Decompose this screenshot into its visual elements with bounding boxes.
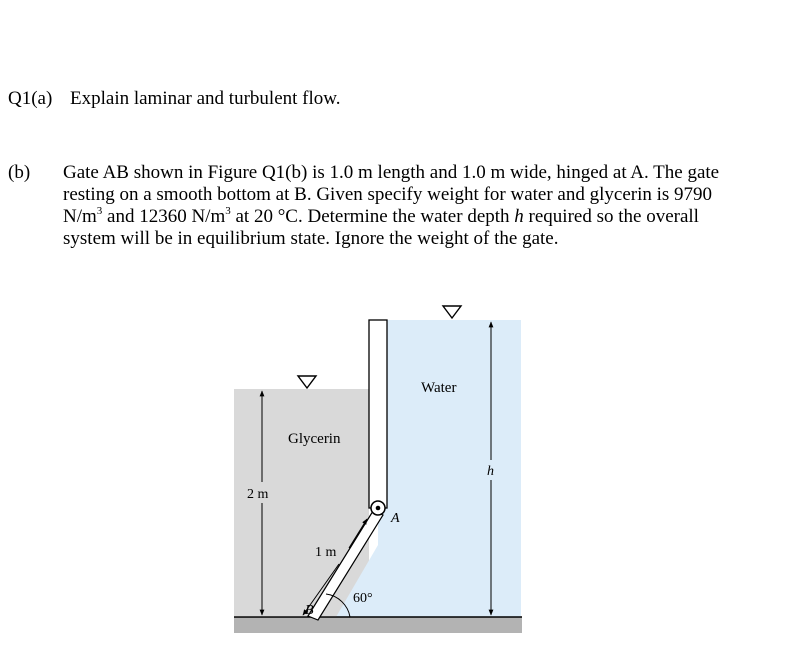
question-1a-text: Explain laminar and turbulent flow. — [70, 88, 341, 109]
glycerin-depth-label: 2 m — [247, 487, 269, 502]
question-1b-line-1: Gate AB shown in Figure Q1(b) is 1.0 m length and 1.0 m wide, hinged at A. The gate — [63, 162, 720, 183]
question-1b-line-4: system will be in equilibrium state. Ignore the weight of the gate. — [63, 228, 559, 249]
glycerin-label: Glycerin — [288, 431, 341, 447]
superscript: 3 — [96, 204, 103, 217]
variable-h: h — [514, 206, 524, 227]
water-surface-symbol — [443, 306, 461, 318]
wall — [369, 320, 387, 508]
question-text: at 20 °C. Determine the water depth — [230, 206, 515, 227]
angle-label: 60° — [353, 591, 373, 606]
question-1b-line-2: resting on a smooth bottom at B. Given specify weight for water and glycerin is 9790 — [63, 184, 713, 205]
question-text: required so the overall — [523, 206, 699, 227]
unit-text: N/m — [63, 206, 97, 227]
glycerin-surface-symbol — [298, 376, 316, 388]
point-b-label: B — [305, 603, 314, 618]
point-a-label: A — [391, 511, 400, 526]
water-depth-label: h — [487, 464, 494, 479]
water-label: Water — [421, 380, 457, 396]
superscript: 3 — [225, 204, 231, 217]
question-1a-label: Q1(a) — [8, 88, 53, 109]
hinge-a-center — [376, 506, 381, 511]
glycerin-region — [234, 389, 369, 616]
unit-text: and 12360 N/m — [102, 206, 226, 227]
ground — [234, 617, 522, 633]
gate-length-label: 1 m — [315, 545, 337, 560]
question-1b-label: (b) — [8, 162, 31, 183]
